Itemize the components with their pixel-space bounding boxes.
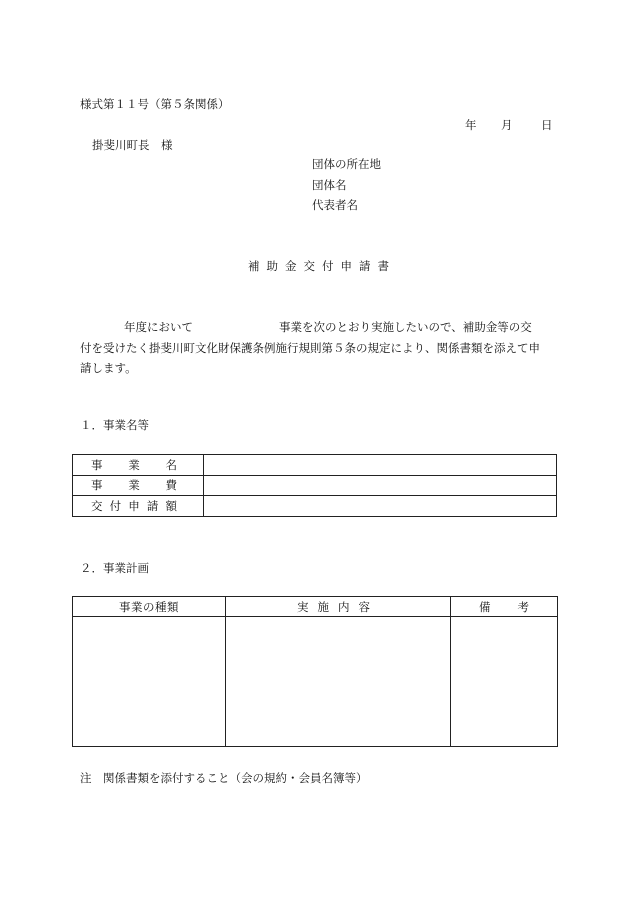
addressee: 掛斐川町長 様 xyxy=(92,138,173,152)
table-row xyxy=(73,455,557,476)
body-line1-suffix: 事業を次のとおり実施したいので、補助金等の交 xyxy=(279,320,532,334)
section1-heading: １．事業名等 xyxy=(80,418,149,432)
column-header-project-type: 事業の種類 xyxy=(73,597,226,617)
date-day-label: 日 xyxy=(541,118,553,132)
project-type-field[interactable] xyxy=(73,617,226,747)
grant-amount-field[interactable] xyxy=(204,496,557,517)
project-content-field[interactable] xyxy=(226,617,451,747)
project-cost-field[interactable] xyxy=(204,475,557,496)
body-line3: 請します。 xyxy=(80,361,137,375)
date-line xyxy=(465,117,553,133)
body-text xyxy=(80,317,550,379)
body-line2: 付を受けたく掛斐川町文化財保護条例施行規則第５条の規定により、関係書類を添えて申 xyxy=(80,340,540,355)
grant-amount-label: 交 付 申 請 額 xyxy=(73,496,204,517)
document-title: 補助金交付申請書 xyxy=(248,259,396,273)
applicant-representative-label: 代表者名 xyxy=(312,198,358,212)
applicant-address-label: 団体の所在地 xyxy=(312,157,381,171)
project-name-label: 事 業 名 xyxy=(73,455,204,476)
note: 注 関係書類を添付すること（会の規約・会員名簿等） xyxy=(80,771,368,785)
applicant-name-label: 団体名 xyxy=(312,177,347,192)
remarks-field[interactable] xyxy=(451,617,558,747)
section2-heading: ２．事業計画 xyxy=(80,561,149,575)
body-fiscal-year-text: 年度において xyxy=(124,320,193,334)
form-number: 様式第１１号（第５条関係） xyxy=(80,97,230,111)
table-row xyxy=(73,617,558,747)
column-header-remarks: 備 考 xyxy=(451,597,558,617)
applicant-block xyxy=(312,156,381,218)
table-row xyxy=(73,475,557,496)
date-year-label: 年 xyxy=(465,118,477,132)
column-header-content: 実施内容 xyxy=(226,597,451,617)
table-header-row xyxy=(73,597,558,617)
project-name-field[interactable] xyxy=(204,455,557,476)
table-row xyxy=(73,496,557,517)
project-cost-label: 事 業 費 xyxy=(73,475,204,496)
project-plan-table xyxy=(72,596,558,747)
date-month-label: 月 xyxy=(501,118,513,132)
project-info-table xyxy=(72,454,557,517)
